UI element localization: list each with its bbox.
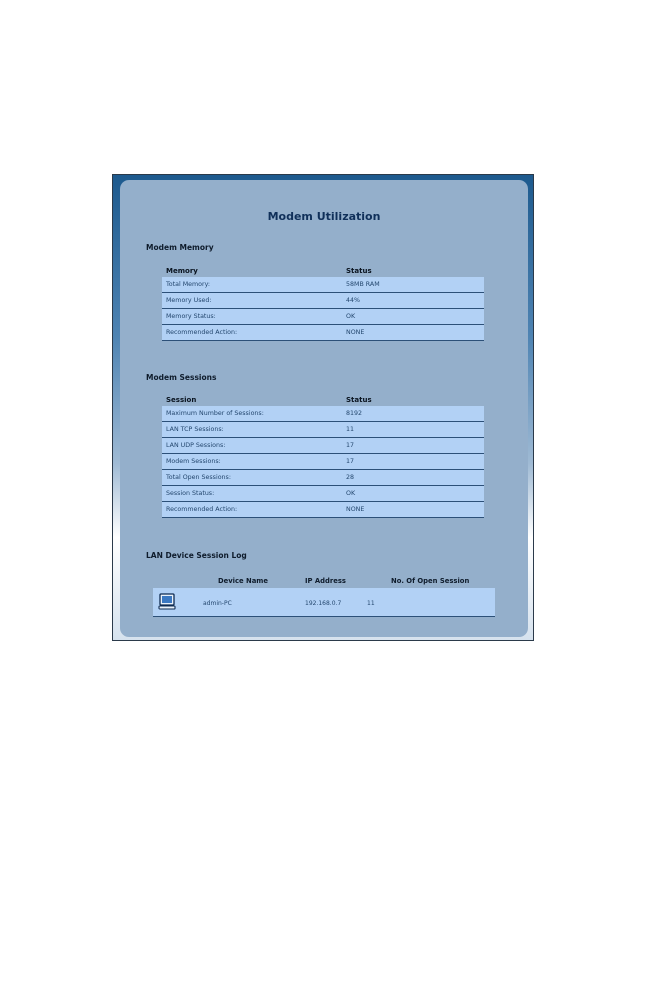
content-panel xyxy=(120,180,528,637)
row-label: Memory Status: xyxy=(166,313,216,320)
table-row xyxy=(162,470,484,486)
row-value: 17 xyxy=(346,458,355,465)
lan-log-col-open: No. Of Open Session xyxy=(391,577,470,585)
memory-table-header xyxy=(162,265,484,277)
table-row xyxy=(162,277,484,293)
row-label: Modem Sessions: xyxy=(166,458,221,465)
sessions-table-header xyxy=(162,394,484,406)
lan-log-heading: LAN Device Session Log xyxy=(146,551,247,560)
memory-col-status: Status xyxy=(346,267,372,275)
row-value: 8192 xyxy=(346,410,363,417)
lan-log-device: admin-PC xyxy=(203,600,232,607)
row-label: Maximum Number of Sessions: xyxy=(166,410,264,417)
lan-log-open-count: 11 xyxy=(367,600,375,607)
row-label: Session Status: xyxy=(166,490,215,497)
table-row xyxy=(162,502,484,518)
row-label: Recommended Action: xyxy=(166,329,238,336)
row-value: 44% xyxy=(346,297,360,304)
row-label: Memory Used: xyxy=(166,297,212,304)
sessions-table xyxy=(162,394,484,518)
table-row xyxy=(162,486,484,502)
sessions-heading: Modem Sessions xyxy=(146,373,217,382)
row-value: 58MB RAM xyxy=(346,281,380,288)
row-value: 28 xyxy=(346,474,355,481)
table-row xyxy=(162,422,484,438)
table-row xyxy=(162,406,484,422)
row-label: Total Memory: xyxy=(166,281,210,288)
row-value: 17 xyxy=(346,442,355,449)
row-value: OK xyxy=(346,490,356,497)
table-row[interactable] xyxy=(153,588,495,617)
sessions-col-name: Session xyxy=(166,396,197,404)
memory-col-name: Memory xyxy=(166,267,198,275)
page-title: Modem Utilization xyxy=(267,210,381,223)
row-label: LAN UDP Sessions: xyxy=(166,442,226,449)
row-value: OK xyxy=(346,313,356,320)
utilization-frame xyxy=(112,174,534,641)
row-label: Recommended Action: xyxy=(166,506,238,513)
row-label: Total Open Sessions: xyxy=(166,474,231,481)
row-value: NONE xyxy=(346,506,365,513)
table-row xyxy=(162,309,484,325)
row-label: LAN TCP Sessions: xyxy=(166,426,224,433)
lan-log-col-device: Device Name xyxy=(218,577,268,585)
computer-icon xyxy=(158,593,176,611)
table-row xyxy=(162,438,484,454)
memory-table xyxy=(162,265,484,341)
table-row xyxy=(162,454,484,470)
memory-heading: Modem Memory xyxy=(146,243,214,252)
sessions-col-status: Status xyxy=(346,396,372,404)
table-row xyxy=(162,293,484,309)
lan-log-ip: 192.168.0.7 xyxy=(305,600,342,607)
lan-log-col-ip: IP Address xyxy=(305,577,346,585)
table-row xyxy=(162,325,484,341)
row-value: NONE xyxy=(346,329,365,336)
row-value: 11 xyxy=(346,426,355,433)
